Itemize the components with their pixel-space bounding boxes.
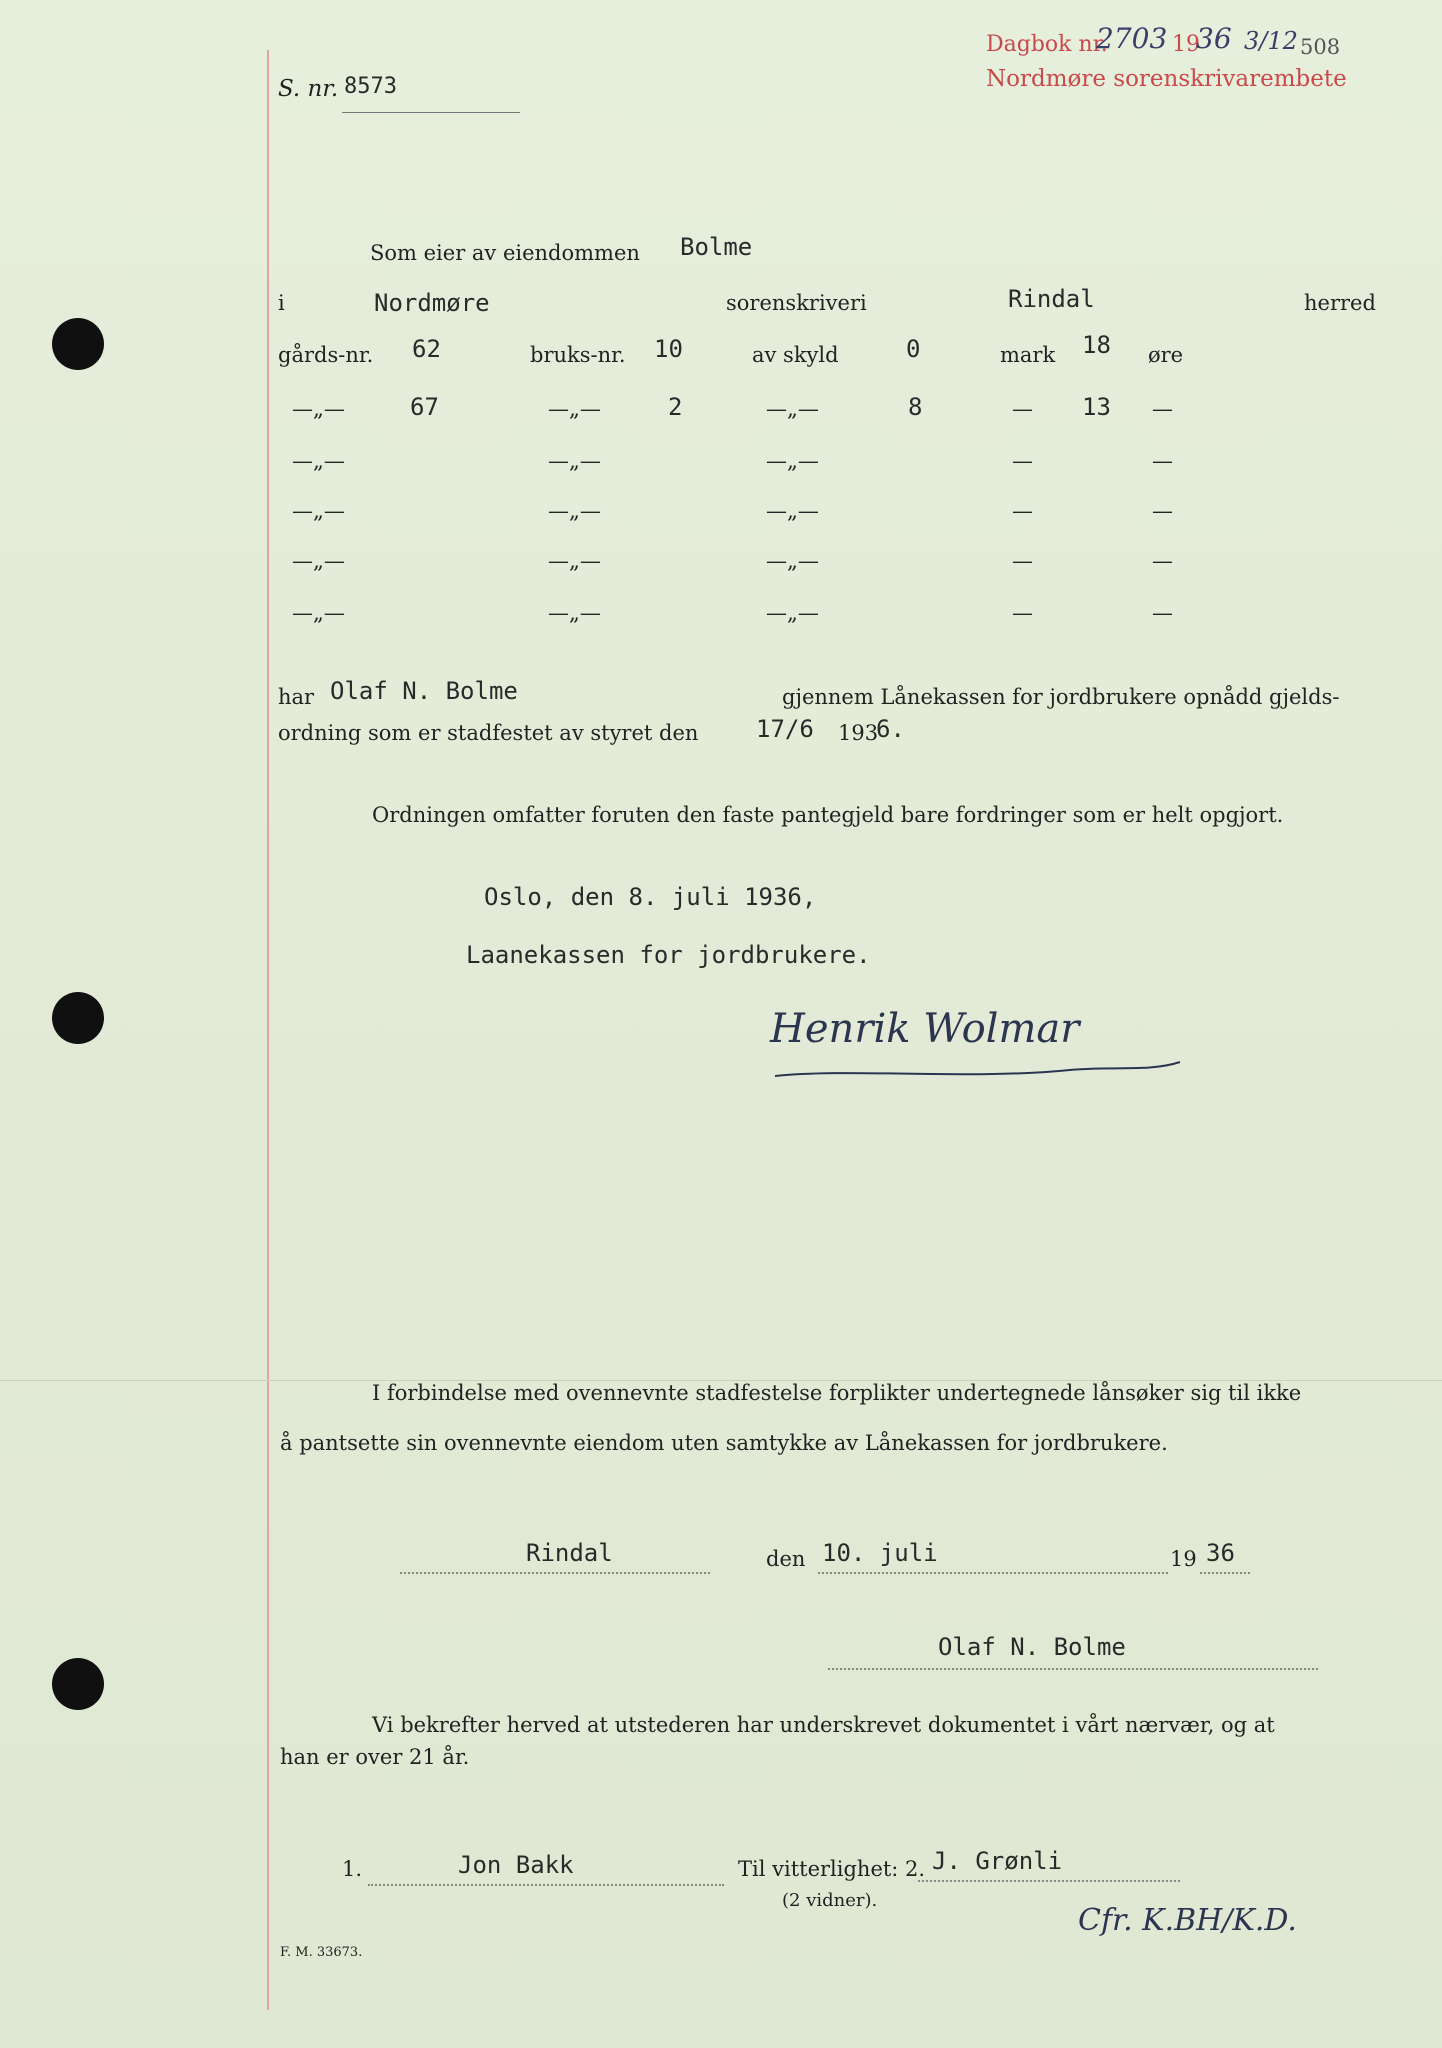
punch-hole-middle <box>52 992 104 1044</box>
witness-line1: Vi bekrefter herved at utstederen har underskrevet dokumentet i vårt nærvær, og at <box>372 1713 1275 1737</box>
date-line <box>818 1572 1168 1574</box>
dagbok-year: 36 <box>1196 22 1232 55</box>
witness1-line <box>368 1884 724 1886</box>
ditto-mark: — <box>1012 601 1033 625</box>
ore-label: øre <box>1148 343 1184 367</box>
row2-bruk: 2 <box>668 393 683 421</box>
sorenskriveri-label: sorenskriveri <box>726 291 867 315</box>
gards-label: gårds-nr. <box>278 343 374 367</box>
ditto-skyld: —„— <box>766 549 819 573</box>
ditto-mark: — <box>1012 449 1033 473</box>
i-label: i <box>278 291 285 315</box>
oslo-date: Oslo, den 8. juli 1936, <box>484 883 817 911</box>
signer-line <box>828 1668 1318 1670</box>
row1-ore: 18 <box>1082 331 1111 359</box>
signature-flourish <box>770 1058 1190 1088</box>
row2-mark: 8 <box>908 393 923 421</box>
witness-name1: Jon Bakk <box>458 1851 574 1879</box>
commit-year-prefix: 19 <box>1170 1547 1197 1571</box>
ordningen-text: Ordningen omfatter foruten den faste pantegjeld bare fordringer som er helt opgjort. <box>372 803 1284 827</box>
ditto-ore: — <box>1152 397 1173 421</box>
herred-label: herred <box>1304 291 1376 315</box>
stadfestet-year-prefix: 193 <box>838 721 879 745</box>
witness-name2: J. Grønli <box>932 1847 1063 1875</box>
stadfestet-year: 6. <box>876 715 905 743</box>
dagbok-label: Dagbok nr. <box>986 32 1108 57</box>
municipality: Rindal <box>1008 285 1095 313</box>
form-number: F. M. 33673. <box>280 1945 363 1960</box>
ditto-bruk: —„— <box>548 549 601 573</box>
dagbok-date: 3/12 <box>1244 27 1298 55</box>
body-line2: ordning som er stadfestet av styret den <box>278 721 699 745</box>
punch-hole-top <box>52 318 104 370</box>
place-line <box>400 1572 710 1574</box>
signature-wolmar: Henrik Wolmar <box>770 1006 1080 1052</box>
snr-value: 8573 <box>344 74 397 99</box>
ditto-ore: — <box>1152 601 1173 625</box>
ditto-skyld: —„— <box>766 601 819 625</box>
commit-signer: Olaf N. Bolme <box>938 1633 1126 1661</box>
mark-label: mark <box>1000 343 1056 367</box>
ditto-ore: — <box>1152 549 1173 573</box>
page-number: 508 <box>1300 35 1341 59</box>
witness2-line <box>918 1880 1180 1882</box>
punch-hole-bottom <box>52 1658 104 1710</box>
ditto-mark: — <box>1012 499 1033 523</box>
institution: Laanekassen for jordbrukere. <box>466 941 871 969</box>
ditto-bruk: —„— <box>548 601 601 625</box>
ditto-ore: — <box>1152 449 1173 473</box>
office-stamp: Nordmøre sorenskrivarembete <box>986 66 1347 92</box>
ditto-skyld: —„— <box>766 499 819 523</box>
witness-num1: 1. <box>342 1857 363 1881</box>
dagbok-year-prefix: 19 <box>1172 32 1200 57</box>
year-line <box>1200 1572 1250 1574</box>
ditto-mark: — <box>1012 549 1033 573</box>
ditto-bruk: —„— <box>548 449 601 473</box>
ditto-gard: —„— <box>292 499 345 523</box>
ditto-ore: — <box>1152 499 1173 523</box>
snr-underline <box>342 112 520 113</box>
ditto-gard: —„— <box>292 449 345 473</box>
ditto-bruk: —„— <box>548 397 601 421</box>
dagbok-value: 2703 <box>1096 22 1168 55</box>
har-label: har <box>278 685 315 709</box>
skyld-label: av skyld <box>752 343 839 367</box>
ditto-gard: —„— <box>292 549 345 573</box>
commit-date: 10. juli <box>822 1539 938 1567</box>
row2-ore: 13 <box>1082 393 1111 421</box>
body-line1: gjennem Lånekassen for jordbrukere opnådd gjelds- <box>782 685 1340 709</box>
ditto-skyld: —„— <box>766 397 819 421</box>
commit-den-label: den <box>766 1547 806 1571</box>
stadfestet-date: 17/6 <box>756 715 814 743</box>
vidner-label: (2 vidner). <box>782 1890 878 1911</box>
ditto-gard: —„— <box>292 397 345 421</box>
commit-year: 36 <box>1206 1539 1235 1567</box>
row1-bruk: 10 <box>654 335 683 363</box>
property-intro: Som eier av eiendommen <box>370 241 640 265</box>
row1-gard: 62 <box>412 335 441 363</box>
til-vitterlighet: Til vitterlighet: 2. <box>738 1857 926 1881</box>
ditto-skyld: —„— <box>766 449 819 473</box>
bruks-label: bruks-nr. <box>530 343 626 367</box>
ditto-mark: — <box>1012 397 1033 421</box>
commit-place: Rindal <box>526 1539 613 1567</box>
district: Nordmøre <box>374 289 490 317</box>
margin-line <box>267 50 269 2010</box>
commitment-line1: I forbindelse med ovennevnte stadfestelse forplikter undertegnede lånsøker sig til ikke <box>372 1381 1302 1405</box>
ditto-bruk: —„— <box>548 499 601 523</box>
commitment-line2: å pantsette sin ovennevnte eiendom uten samtykke av Lånekassen for jordbrukere. <box>280 1431 1168 1455</box>
reference-note: Cfr. K.BH/K.D. <box>1078 1903 1297 1938</box>
witness-line2: han er over 21 år. <box>280 1745 470 1769</box>
row2-gard: 67 <box>410 393 439 421</box>
property-name: Bolme <box>680 233 753 261</box>
row1-mark: 0 <box>906 335 921 363</box>
ditto-gard: —„— <box>292 601 345 625</box>
snr-label: S. nr. <box>278 76 339 102</box>
owner-name: Olaf N. Bolme <box>330 677 518 705</box>
